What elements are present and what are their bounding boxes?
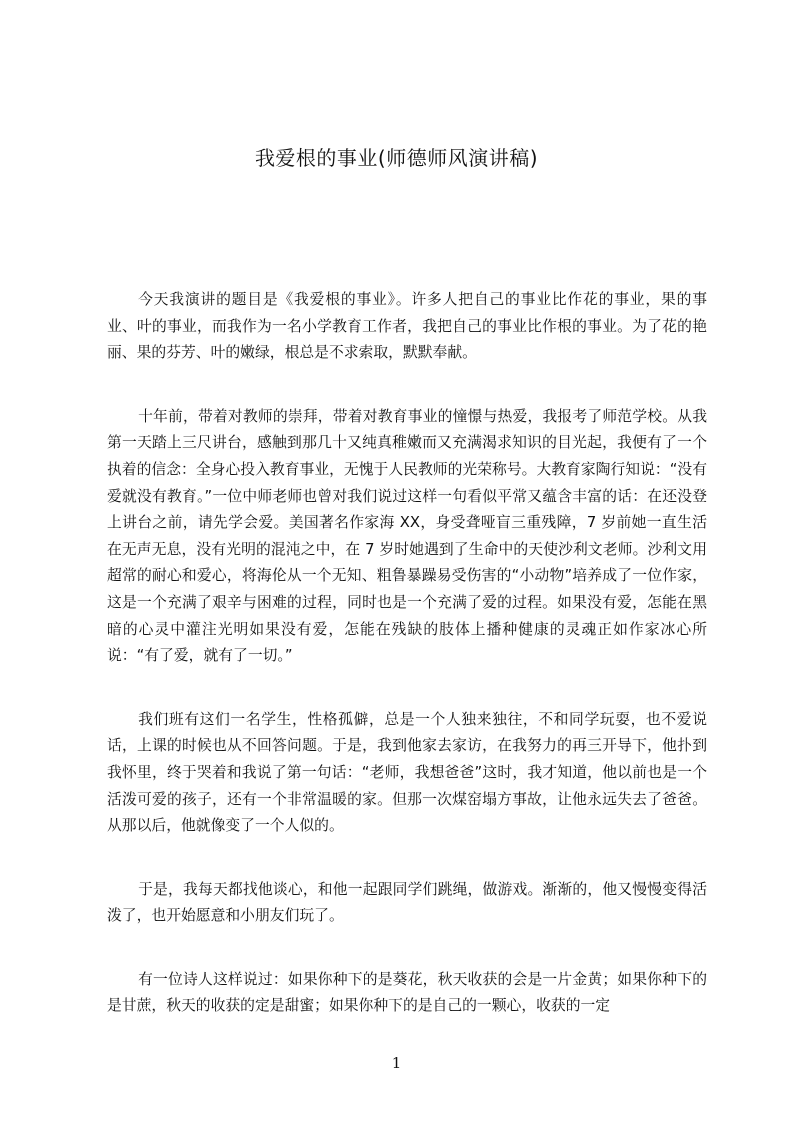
paragraph-poet-quote: 有一位诗人这样说过：如果你种下的是葵花，秋天收获的会是一片金黄；如果你种下的是甘蔗，秋天的收获的定是甜蜜；如果你种下的是自己的一颗心，收获的一定: [107, 970, 707, 1015]
paragraph-heart-talk: 于是，我每天都找他谈心，和他一起跟同学们跳绳，做游戏。渐渐的，他又慢慢变得活泼了，也开始愿意和小朋友们玩了。: [107, 880, 707, 925]
page-number: 1: [391, 1054, 402, 1072]
paragraph-intro: 今天我演讲的题目是《我爱根的事业》。许多人把自己的事业比作花的事业，果的事业、叶的事业，而我作为一名小学教育工作者，我把自己的事业比作根的事业。为了花的艳丽、果的芬芳、叶的嫩绿，根总是不求索取，默默奉献。: [107, 291, 707, 362]
document-body: [107, 287, 707, 1057]
document-title: 我爱根的事业(师德师风演讲稿): [254, 146, 539, 170]
paragraph-ten-years-ago: 十年前，带着对教师的崇拜，带着对教育事业的憧憬与热爱，我报考了师范学校。从我第一天踏上三尺讲台，感触到那几十又纯真稚嫩而又充满渴求知识的目光起，我便有了一个执着的信念：全身心投入教育事业，无愧于人民教师的光荣称号。大教育家陶行知说：“没有爱就没有教育。”一位中师老师也曾对我们说过这样一句看似平常又蕴含丰富的话：在还没登上讲台之前，请先学会爱。美国著名作家海 XX，身受聋哑盲三重残障，7 岁前她一直生活在无声无息，没有光明的混沌之中，在 7 岁时她遇到了生命中的天使沙利文老师。沙利文用超常的耐心和爱心，将海伦从一个无知、粗鲁暴躁易受伤害的“小动物”培养成了一位作家，这是一个充满了艰辛与困难的过程，同时也是一个充满了爱的过程。如果没有爱，怎能在黑暗的心灵中灌注光明如果没有爱，怎能在残缺的肢体上播种健康的灵魂正如作家冰心所说：“有了爱，就有了一切。”: [107, 407, 707, 665]
paragraph-student-story: 我们班有这们一名学生，性格孤僻，总是一个人独来独往，不和同学玩耍，也不爱说话，上课的时候也从不回答问题。于是，我到他家去家访，在我努力的再三开导下，他扑到我怀里，终于哭着和我说了第一句话：“老师，我想爸爸”这时，我才知道，他以前也是一个活泼可爱的孩子，还有一个非常温暖的家。但那一次煤窑塌方事故，让他永远失去了爸爸。从那以后，他就像变了一个人似的。: [107, 710, 707, 835]
